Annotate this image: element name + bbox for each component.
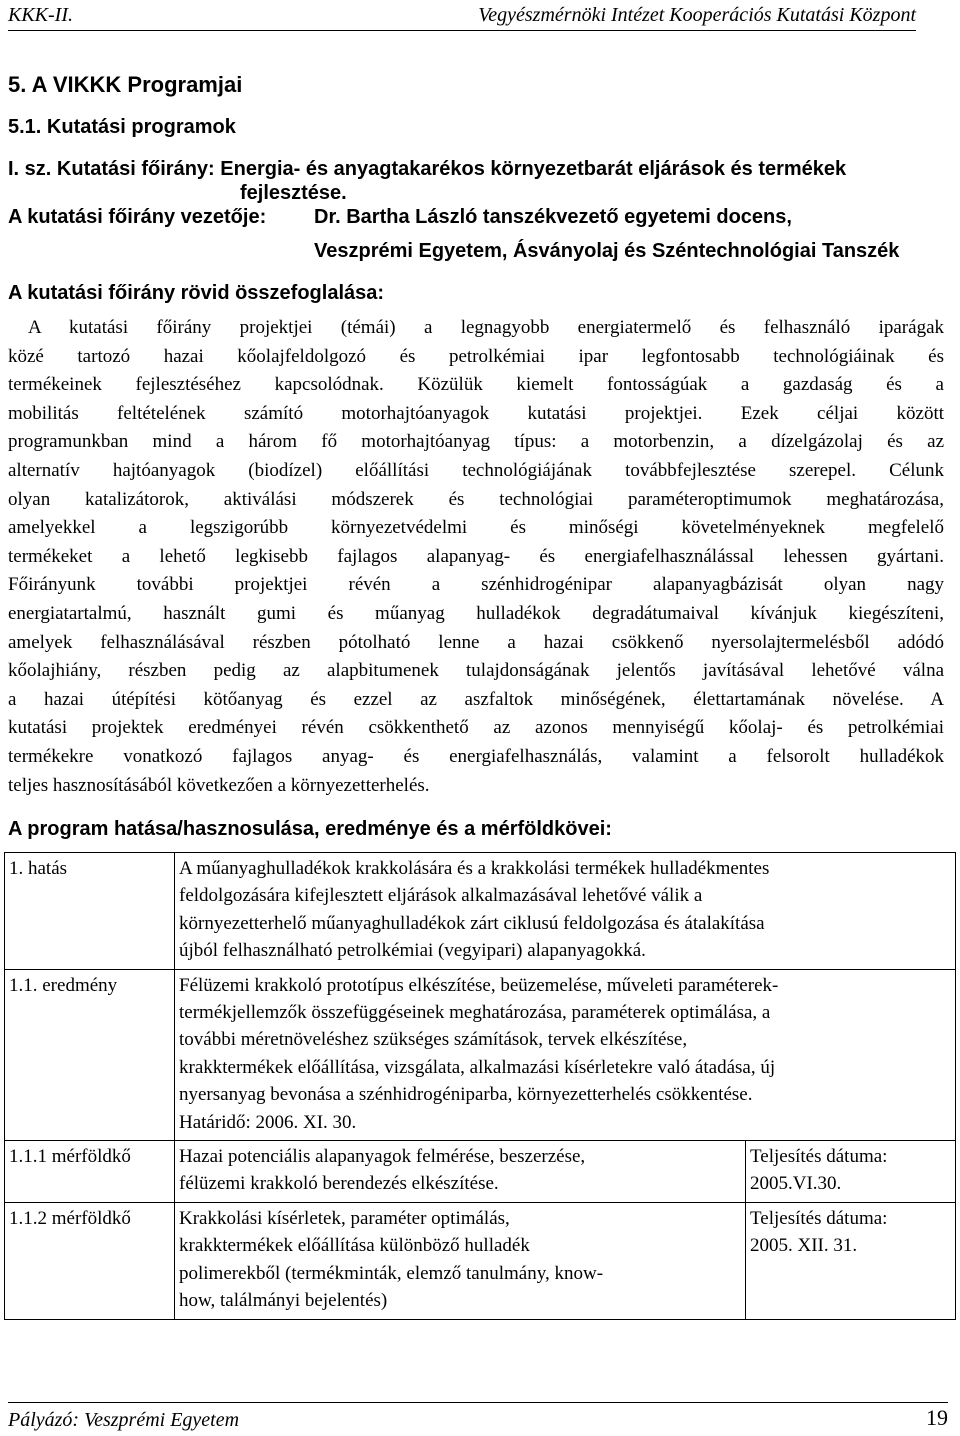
row-text: félüzemi krakkoló berendezés elkészítése.: [179, 1173, 499, 1195]
row-content: [175, 969, 956, 1140]
page-header: [8, 2, 916, 31]
impact-heading: A program hatása/hasznosulása, eredménye és a mérföldkövei:: [8, 818, 612, 840]
section-subtitle: 5.1. Kutatási programok: [8, 116, 236, 138]
abstract-paragraph: [8, 314, 944, 800]
table-row: [5, 969, 956, 1140]
abstract-line: olyan katalizátorok, aktiválási módszerek és technológiai paraméteroptimumok meghatározása,: [8, 488, 944, 510]
row-text: termékjellemzők összefüggéseinek meghatározása, paraméterek optimálása, a: [179, 1002, 771, 1024]
abstract-line: mobilitás feltételének számító motorhajtóanyagok kutatási projektjei. Ezek céljai között: [8, 402, 944, 424]
abstract-line: Főirányunk további projektjei révén a szénhidrogénipar alapanyagbázisát olyan nagy: [8, 574, 944, 596]
row-label: 1.1.1 mérföldkő: [5, 1141, 175, 1203]
research-direction-line2: fejlesztése.: [240, 182, 347, 204]
abstract-line: energiatartalmú, használt gumi és műanyag hulladékok degradátumaival kívánjuk kiegészíteni,: [8, 602, 944, 624]
row-content: [175, 853, 956, 970]
abstract-line: kutatási projektek eredményei révén csökkenthető az azonos mennyiségű kőolaj- és petrolkémiai: [8, 717, 944, 739]
row-text: nyersanyag bevonása a szénhidrogéniparba, környezetterhelés csökkentése.: [179, 1084, 753, 1106]
row-text: Hazai potenciális alapanyagok felmérése, beszerzése,: [179, 1146, 586, 1168]
abstract-line: kőolajhiány, részben pedig az alapbitumenek tulajdonságának jelentős javításával lehetővé válna: [8, 660, 944, 682]
leader-line2: Veszprémi Egyetem, Ásványolaj és Széntechnológiai Tanszék: [314, 240, 900, 262]
row-content: [175, 1202, 746, 1319]
row-text: Határidő: 2006. XI. 30.: [179, 1111, 357, 1133]
table-row: [5, 1141, 956, 1203]
completion-date-label: Teljesítés dátuma:: [750, 1146, 888, 1168]
section-title: 5. A VIKKK Programjai: [8, 72, 243, 97]
row-text: feldolgozására kifejlesztett eljárások alkalmazásával lehetővé válik a: [179, 885, 703, 907]
completion-date: [746, 1202, 956, 1319]
research-direction-line1: I. sz. Kutatási főirány: Energia- és anyagtakarékos környezetbarát eljárások és termékek: [8, 158, 847, 180]
abstract-line: amelyekkel a legszigorúbb környezetvédelmi és minőségi követelményeknek megfelelő: [8, 517, 944, 539]
completion-date: [746, 1141, 956, 1203]
row-label: 1. hatás: [5, 853, 175, 970]
row-text: Félüzemi krakkoló prototípus elkészítése, beüzemelése, műveleti paraméterek-: [179, 974, 779, 996]
row-content: [175, 1141, 746, 1203]
summary-label: A kutatási főirány rövid összefoglalása:: [8, 282, 385, 304]
row-label: 1.1.2 mérföldkő: [5, 1202, 175, 1319]
completion-date-label: Teljesítés dátuma:: [750, 1207, 888, 1229]
row-text: Krakkolási kísérletek, paraméter optimálás,: [179, 1207, 510, 1229]
row-text: krakktermékek előállítása, vizsgálata, alkalmazási kísérletekre való átadása, új: [179, 1056, 776, 1078]
row-text: how, találmányi bejelentés): [179, 1290, 388, 1312]
header-left: KKK-II.: [8, 4, 73, 26]
row-text: A műanyaghulladékok krakkolására és a krakkolási termékek hulladékmentes: [179, 858, 770, 879]
abstract-line: a hazai útépítési kötőanyag és ezzel az aszfaltok minőségének, élettartamának növelése. A: [8, 688, 944, 710]
completion-date-value: 2005.VI.30.: [750, 1173, 842, 1195]
leader-label: A kutatási főirány vezetője:: [8, 206, 267, 228]
impact-table: [4, 852, 956, 1320]
row-text: krakktermékek előállítása különböző hulladék: [179, 1235, 530, 1257]
table-row: [5, 1202, 956, 1319]
abstract-line: A kutatási főirány projektjei (témái) a legnagyobb energiatermelő és felhasználó iparágak: [28, 317, 944, 338]
abstract-line: termékeket a lehető legkisebb fajlagos alapanyag- és energiafelhasználással lehessen gyártani.: [8, 545, 944, 567]
row-text: további méretnöveléshez szükséges számítások, tervek elkészítése,: [179, 1029, 688, 1051]
page-number: 19: [926, 1405, 948, 1430]
abstract-line: alternatív hajtóanyagok (biodízel) előállítási technológiájának továbbfejlesztése szerepel. Célunk: [8, 459, 944, 481]
leader-line1: Dr. Bartha László tanszékvezető egyetemi docens,: [314, 206, 792, 228]
header-right: Vegyészmérnöki Intézet Kooperációs Kutatási Központ: [478, 4, 916, 26]
table-row: [5, 853, 956, 970]
row-label: 1.1. eredmény: [5, 969, 175, 1140]
abstract-line: teljes hasznosításából következően a környezetterhelés.: [8, 774, 430, 796]
row-text: környezetterhelő műanyaghulladékok zárt ciklusú feldolgozása és átalakítása: [179, 912, 765, 934]
page-footer: [8, 1402, 948, 1435]
row-text: újból felhasználható petrolkémiai (vegyipari) alapanyagokká.: [179, 940, 646, 962]
abstract-line: közé tartozó hazai kőolajfeldolgozó és petrolkémiai ipar legfontosabb technológiáinak és: [8, 345, 944, 367]
footer-applicant: Pályázó: Veszprémi Egyetem: [8, 1409, 240, 1431]
abstract-line: termékekre vonatkozó fajlagos anyag- és energiafelhasználás, valamint a felsorolt hulladékok: [8, 745, 944, 767]
abstract-line: amelyek felhasználásával részben pótolható lenne a hazai csökkenő nyersolajtermelésből adódó: [8, 631, 944, 653]
abstract-line: programunkban mind a három fő motorhajtóanyag típus: a motorbenzin, a dízelgázolaj és az: [8, 431, 944, 453]
row-text: polimerekből (termékminták, elemző tanulmány, know-: [179, 1262, 604, 1284]
abstract-line: termékeinek fejlesztéséhez kapcsolódnak. Közülük kiemelt fontosságúak a gazdaság és a: [8, 374, 944, 396]
completion-date-value: 2005. XII. 31.: [750, 1235, 858, 1257]
